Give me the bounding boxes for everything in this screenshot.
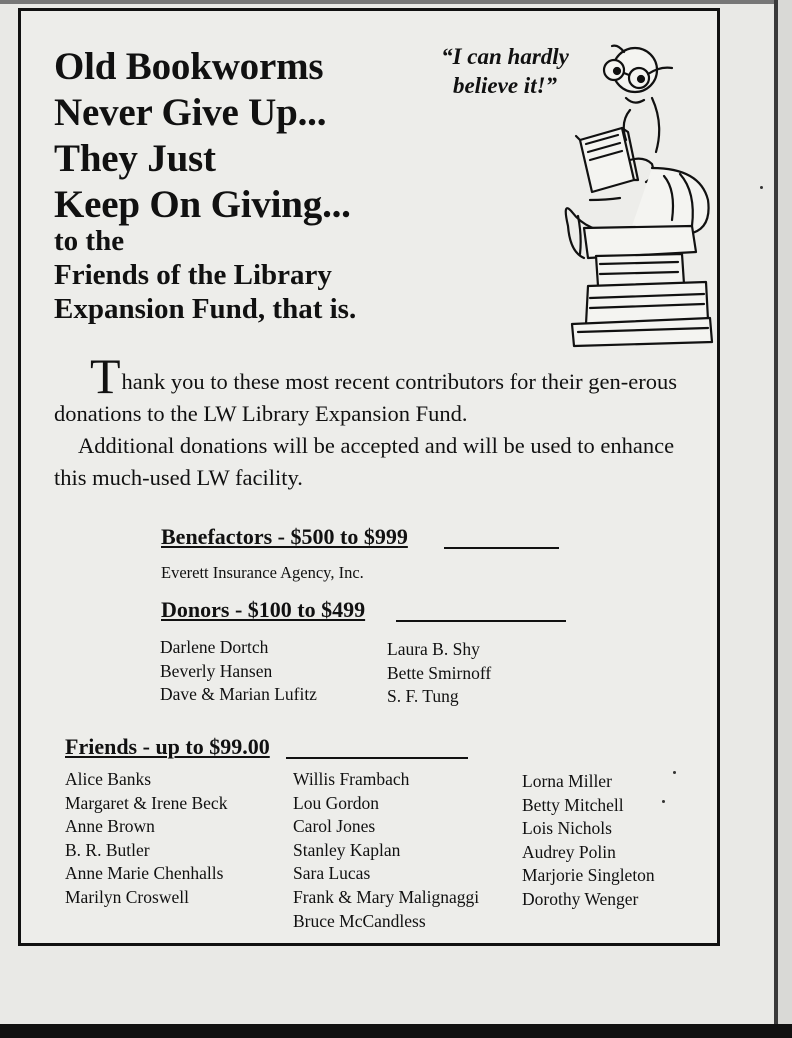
subheadline <box>54 224 356 326</box>
friends-column-2 <box>293 768 479 933</box>
friend-name: Sara Lucas <box>293 863 371 884</box>
scan-speck <box>662 800 665 803</box>
intro-text <box>54 348 704 494</box>
donors-column-2 <box>387 638 491 709</box>
friend-name: Dorothy Wenger <box>522 888 639 909</box>
friend-name: Carol Jones <box>293 816 376 837</box>
headline <box>54 44 351 228</box>
scan-speck <box>673 771 676 774</box>
friends-column-3 <box>522 770 655 912</box>
donor-name: Dave & Marian Lufitz <box>160 684 317 705</box>
donor-name: S. F. Tung <box>387 686 459 707</box>
friend-name: Marilyn Croswell <box>65 886 189 907</box>
friend-name: Stanley Kaplan <box>293 839 401 860</box>
friend-name: Audrey Polin <box>522 841 616 862</box>
subheadline-line: Expansion Fund, that is. <box>54 293 357 325</box>
donor-name: Darlene Dortch <box>160 637 269 657</box>
quote-line: believe it!” <box>452 73 558 98</box>
subheadline-line: to the <box>54 225 125 257</box>
donors-rule <box>396 620 566 622</box>
donor-name: Bette Smirnoff <box>387 662 492 683</box>
subheadline-line: Friends of the Library <box>54 259 332 291</box>
friend-name: Betty Mitchell <box>522 794 624 815</box>
headline-line: Keep On Giving... <box>54 183 351 226</box>
benefactors-rule <box>444 547 559 549</box>
friend-name: B. R. Butler <box>65 839 150 860</box>
scan-speck <box>760 186 763 189</box>
headline-line: They Just <box>54 137 216 180</box>
friend-name: Lou Gordon <box>293 792 380 813</box>
friends-heading: Friends - up to $99.00 <box>65 734 270 759</box>
headline-line: Old Bookworms <box>54 45 324 88</box>
friends-rule <box>286 757 468 759</box>
intro-paragraph-1-text: hank you to these most recent contributors for their gen-erous donations to the LW Library Expansion Fund. <box>54 369 678 426</box>
friend-name: Marjorie Singleton <box>522 865 655 886</box>
quote-line: “I can hardly <box>441 44 569 69</box>
friends-column-1 <box>65 768 227 910</box>
donor-name: Beverly Hansen <box>160 660 273 681</box>
donors-column-1 <box>160 636 317 707</box>
friend-name: Lorna Miller <box>522 771 612 791</box>
friend-name: Willis Frambach <box>293 769 410 789</box>
donor-name: Laura B. Shy <box>387 639 480 659</box>
benefactors-heading: Benefactors - $500 to $999 <box>161 524 408 549</box>
friend-name: Frank & Mary Malignaggi <box>293 886 480 907</box>
friend-name: Margaret & Irene Beck <box>65 792 228 813</box>
friend-name: Anne Brown <box>65 816 155 837</box>
benefactor-name: Everett Insurance Agency, Inc. <box>161 563 364 582</box>
friend-name: Bruce McCandless <box>293 910 426 931</box>
friend-name: Anne Marie Chenhalls <box>65 863 224 884</box>
adjacent-page-strip <box>778 0 792 1038</box>
bookworm-illustration-icon <box>560 40 720 350</box>
friend-name: Lois Nichols <box>522 818 612 839</box>
friend-name: Alice Banks <box>65 769 152 789</box>
intro-paragraph-1 <box>54 348 704 430</box>
drop-cap: T <box>90 348 121 404</box>
scan-bottom-edge <box>0 1024 792 1038</box>
headline-line: Never Give Up... <box>54 91 327 134</box>
donors-heading: Donors - $100 to $499 <box>161 597 366 622</box>
intro-paragraph-2: Additional donations will be accepted and will be used to enhance this much-used LW facility. <box>54 433 675 490</box>
page-top-rule <box>0 0 774 4</box>
